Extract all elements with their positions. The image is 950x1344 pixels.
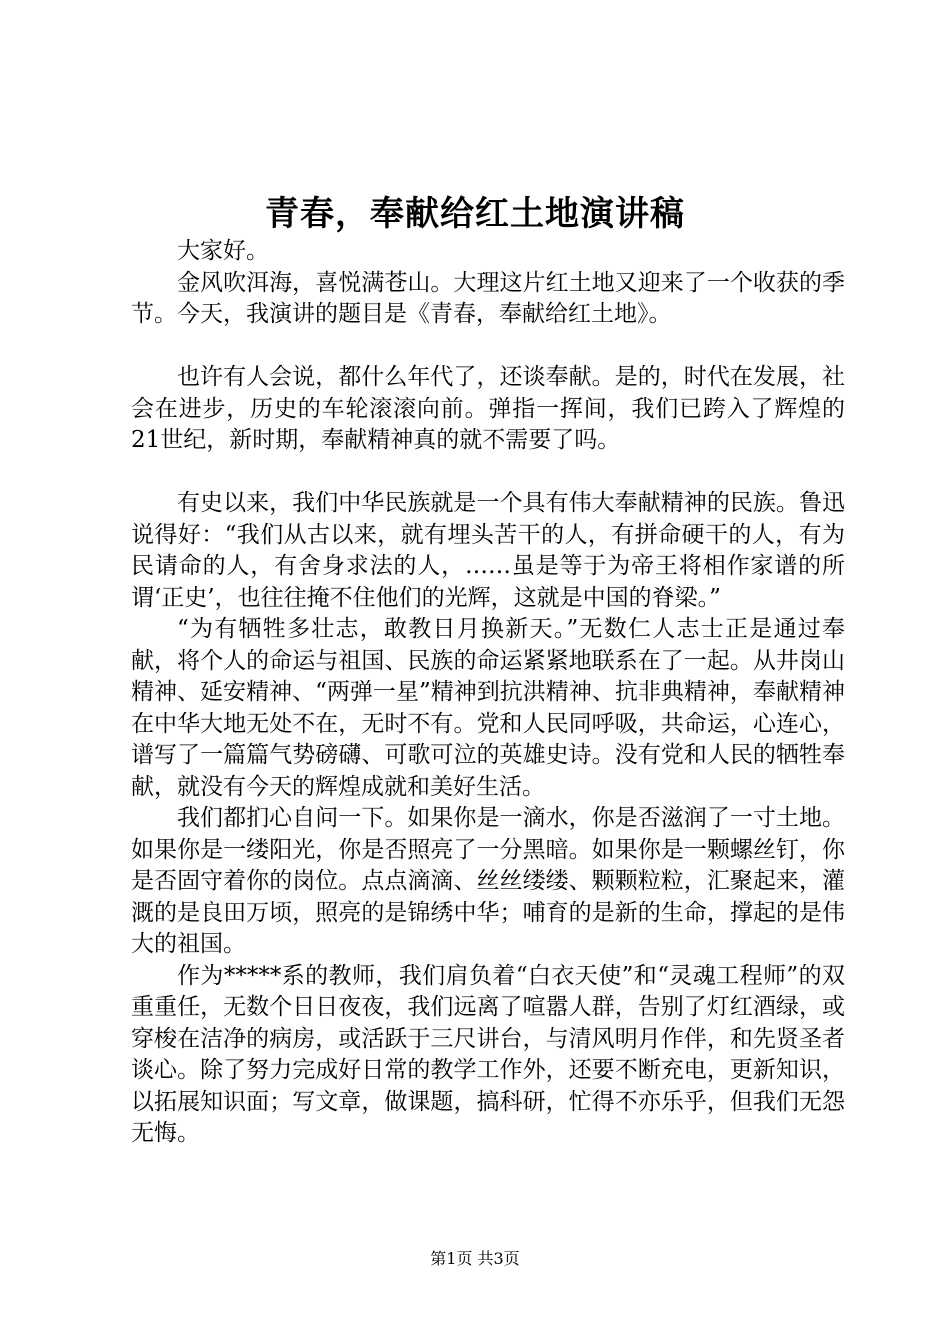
page-number: 第1页 共3页 bbox=[430, 1249, 520, 1268]
paragraph-sacrifice: “为有牺牲多壮志，敢教日月换新天。”无数仁人志士正是通过奉献，将个人的命运与祖国、民族的命运紧紧地联系在了一起。从井岗山精神、延安精神、“两弹一星”精神到抗洪精神、抗非典精神，奉献精神在中华大地无处不在，无时不有。党和人民同呼吸，共命运，心连心，谱写了一篇篇气势磅礴、可歌可泣的英雄史诗。没有党和人民的牺牲奉献，就没有今天的辉煌成就和美好生活。 bbox=[131, 616, 845, 800]
paragraph-history: 有史以来，我们中华民族就是一个具有伟大奉献精神的民族。鲁迅说得好：“我们从古以来，就有埋头苦干的人，有拼命硬干的人，有为民请命的人，有舍身求法的人，……虽是等于为帝王将相作家谱的所谓‘正史’，也往往掩不住他们的光辉，这就是中国的脊梁。” bbox=[131, 490, 845, 611]
document-body bbox=[131, 236, 845, 1150]
paragraph-reflection: 我们都扪心自问一下。如果你是一滴水，你是否滋润了一寸土地。如果你是一缕阳光，你是否照亮了一分黑暗。如果你是一颗螺丝钉，你是否固守着你的岗位。点点滴滴、丝丝缕缕、颗颗粒粒，汇聚起来，灌溉的是良田万顷，照亮的是锦绣中华；哺育的是新的生命，撑起的是伟大的祖国。 bbox=[131, 805, 845, 957]
paragraph-teachers: 作为*****系的教师，我们肩负着“白衣天使”和“灵魂工程师”的双重重任，无数个日日夜夜，我们远离了喧嚣人群，告别了灯红酒绿，或穿梭在洁净的病房，或活跃于三尺讲台，与清风明月作伴，和先贤圣者谈心。除了努力完成好日常的教学工作外，还要不断充电，更新知识，以拓展知识面；写文章，做课题，搞科研，忙得不亦乐乎，但我们无怨无悔。 bbox=[131, 962, 845, 1146]
paragraph-greeting: 大家好。 bbox=[177, 238, 269, 264]
page-title: 青春，奉献给红土地演讲稿 bbox=[265, 194, 685, 234]
paragraph-intro: 金风吹洱海，喜悦满苍山。大理这片红土地又迎来了一个收获的季节。今天，我演讲的题目是《青春，奉献给红土地》。 bbox=[131, 269, 845, 327]
paragraph-question: 也许有人会说，都什么年代了，还谈奉献。是的，时代在发展，社会在进步，历史的车轮滚滚向前。弹指一挥间，我们已跨入了辉煌的21世纪，新时期，奉献精神真的就不需要了吗。 bbox=[131, 364, 845, 453]
